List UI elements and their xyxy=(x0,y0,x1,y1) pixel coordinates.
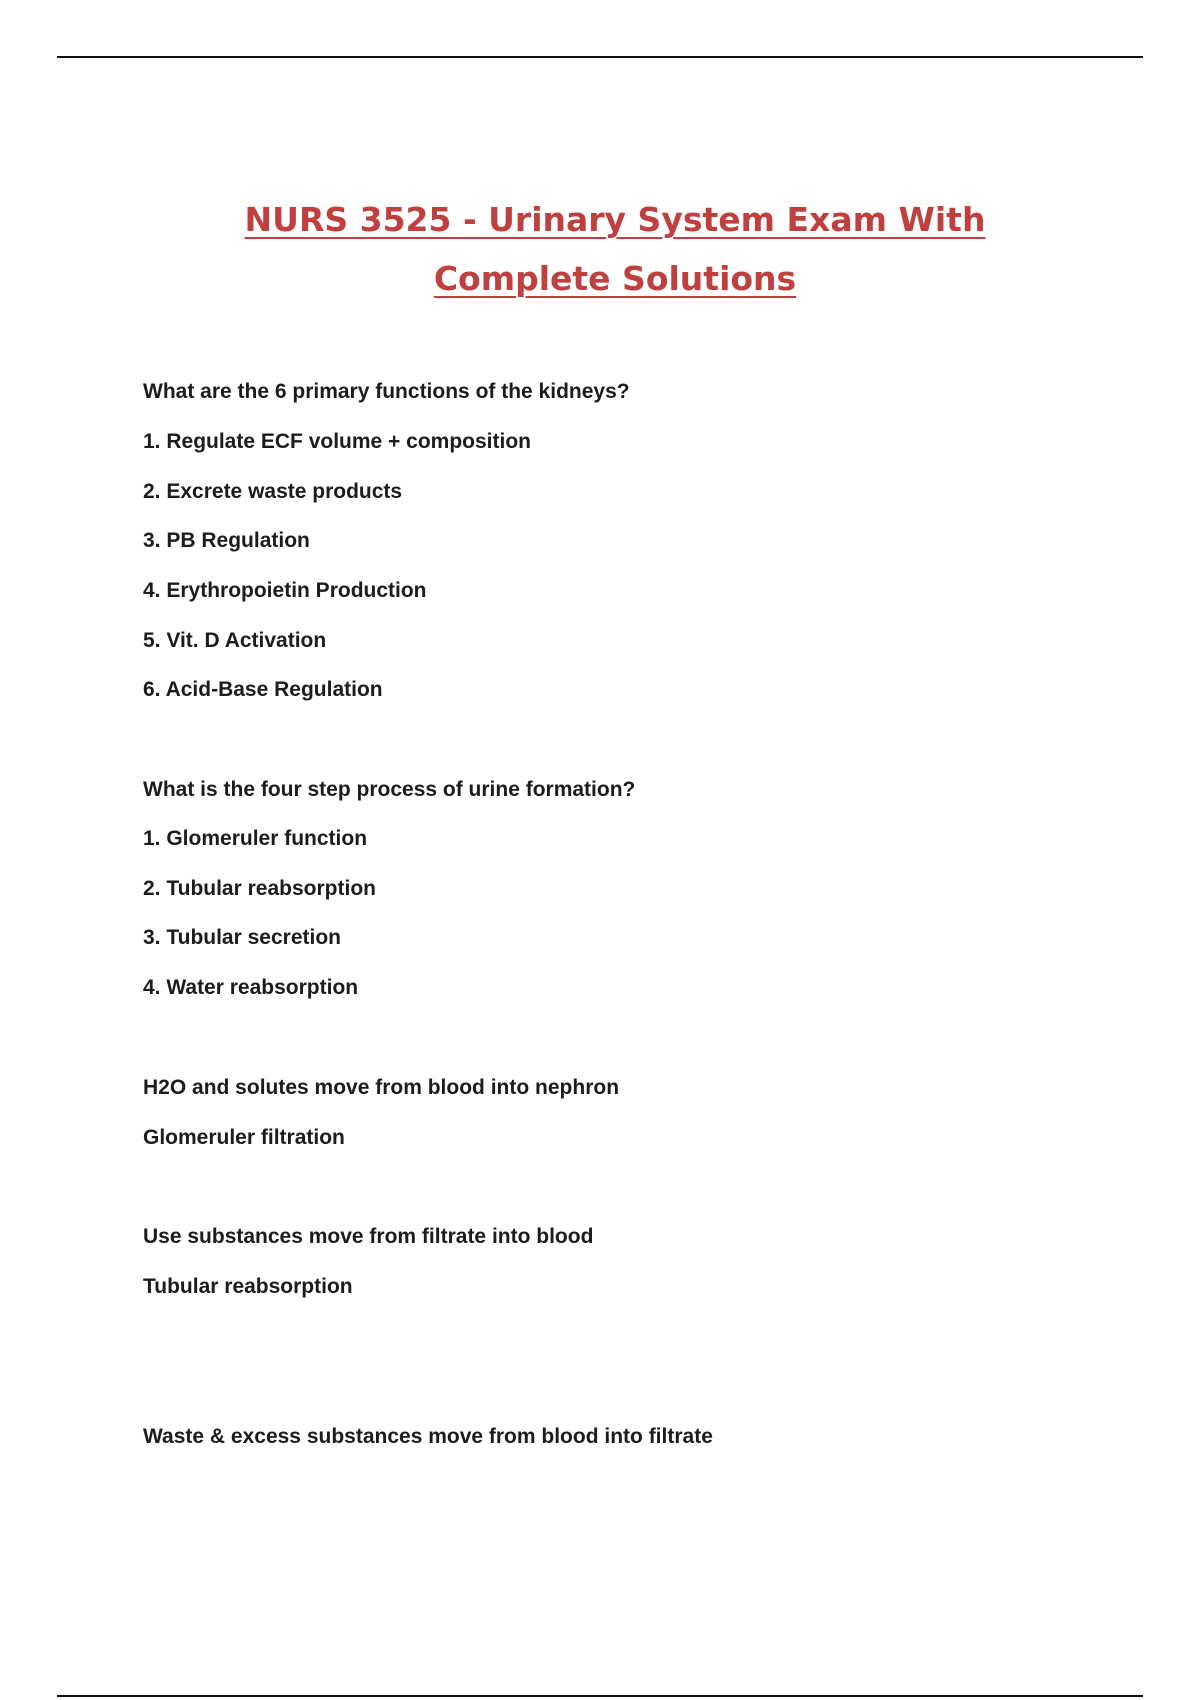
answer-1-4: 4. Erythropoietin Production xyxy=(143,579,427,602)
bottom-rule xyxy=(57,1695,1143,1697)
answer-4-1: Tubular reabsorption xyxy=(143,1275,353,1298)
answer-2-1: 1. Glomeruler function xyxy=(143,827,368,850)
answer-2-2: 2. Tubular reabsorption xyxy=(143,877,376,900)
title-line-1: NURS 3525 - Urinary System Exam With xyxy=(244,200,986,239)
answer-2-4: 4. Water reabsorption xyxy=(143,976,359,999)
question-1: What are the 6 primary functions of the kidneys? xyxy=(143,380,630,403)
question-2: What is the four step process of urine formation? xyxy=(143,778,636,801)
answer-1-6: 6. Acid-Base Regulation xyxy=(143,678,383,701)
top-rule xyxy=(57,56,1143,58)
answer-3-1: Glomeruler filtration xyxy=(143,1126,345,1149)
answer-2-3: 3. Tubular secretion xyxy=(143,926,341,949)
document-title xyxy=(0,190,1200,308)
answer-1-5: 5. Vit. D Activation xyxy=(143,629,327,652)
question-5: Waste & excess substances move from blood into filtrate xyxy=(143,1425,713,1448)
answer-1-1: 1. Regulate ECF volume + composition xyxy=(143,430,531,453)
answer-1-3: 3. PB Regulation xyxy=(143,529,310,552)
answer-1-2: 2. Excrete waste products xyxy=(143,480,403,503)
title-line-2: Complete Solutions xyxy=(433,259,797,298)
question-3: H2O and solutes move from blood into nephron xyxy=(143,1076,620,1099)
question-4: Use substances move from filtrate into blood xyxy=(143,1225,594,1248)
